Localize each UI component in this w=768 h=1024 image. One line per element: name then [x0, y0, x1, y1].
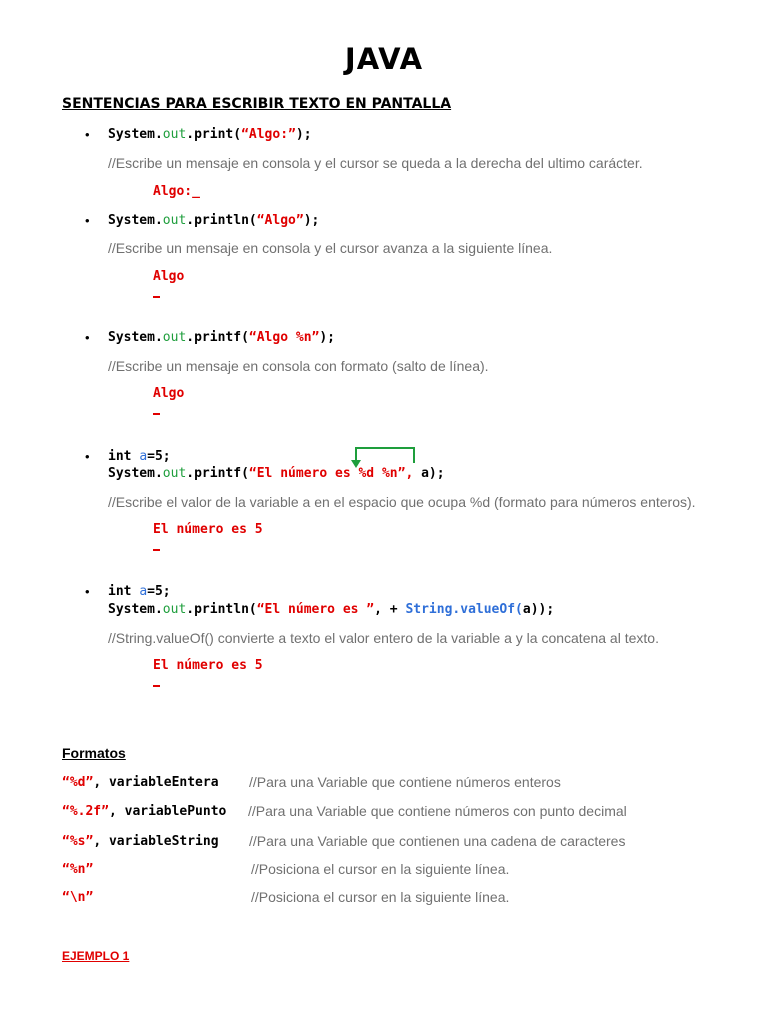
bullet-marker: •	[85, 127, 90, 142]
comment-valueof: //String.valueOf() convierte a texto el valor entero de la variable a y la concatena al texto.	[108, 630, 659, 646]
code-line-printf-format: System.out.printf(“El número es %d %n”, a);	[108, 466, 445, 481]
format-description-string: //Para una Variable que contienen una cadena de caracteres	[249, 833, 626, 849]
comment-printf-format: //Escribe el valor de la variable a en el espacio que ocupa %d (formato para números enteros).	[108, 494, 696, 510]
bullet-marker: •	[85, 330, 90, 345]
code-line-int-declaration: int a=5;	[108, 584, 171, 599]
format-specifier-newline: “%n”	[62, 862, 94, 877]
code-line-println: System.out.println(“Algo”);	[108, 213, 320, 228]
comment-println: //Escribe un mensaje en consola y el cursor avanza a la siguiente línea.	[108, 240, 553, 256]
format-description-float: //Para una Variable que contiene números con punto decimal	[248, 803, 627, 819]
format-specifier-float: “%.2f”, variablePunto	[62, 804, 227, 819]
code-line-print: System.out.print(“Algo:”);	[108, 127, 312, 142]
console-output-valueof: El número es 5	[153, 658, 263, 673]
comment-print: //Escribe un mensaje en consola y el cursor se queda a la derecha del ultimo carácter.	[108, 155, 643, 171]
formats-title: Formatos	[62, 745, 126, 761]
code-line-printf: System.out.printf(“Algo %n”);	[108, 330, 336, 345]
code-line-int-declaration: int a=5;	[108, 449, 171, 464]
console-cursor	[153, 685, 160, 687]
section-heading: SENTENCIAS PARA ESCRIBIR TEXTO EN PANTALLA	[62, 96, 452, 112]
comment-printf: //Escribe un mensaje en consola con formato (salto de línea).	[108, 358, 489, 374]
format-description-escape-newline: //Posiciona el cursor en la siguiente línea.	[251, 889, 510, 905]
code-line-println-valueof: System.out.println(“El número es ”, + String.valueOf(a));	[108, 602, 555, 617]
bullet-marker: •	[85, 213, 90, 228]
format-specifier-escape-newline: “\n”	[62, 890, 94, 905]
example-heading: EJEMPLO 1	[62, 949, 130, 963]
console-output-printf: Algo	[153, 386, 185, 401]
console-output-printf-format: El número es 5	[153, 522, 263, 537]
console-cursor	[153, 549, 160, 551]
format-description-int: //Para una Variable que contiene números enteros	[249, 774, 561, 790]
console-output-println: Algo	[153, 269, 185, 284]
bullet-marker: •	[85, 449, 90, 464]
bullet-marker: •	[85, 584, 90, 599]
format-specifier-int: “%d”, variableEntera	[62, 775, 219, 790]
format-description-newline: //Posiciona el cursor en la siguiente línea.	[251, 861, 510, 877]
console-output-print: Algo:_	[153, 184, 200, 199]
format-specifier-string: “%s”, variableString	[62, 834, 219, 849]
page-title: JAVA	[344, 42, 424, 76]
